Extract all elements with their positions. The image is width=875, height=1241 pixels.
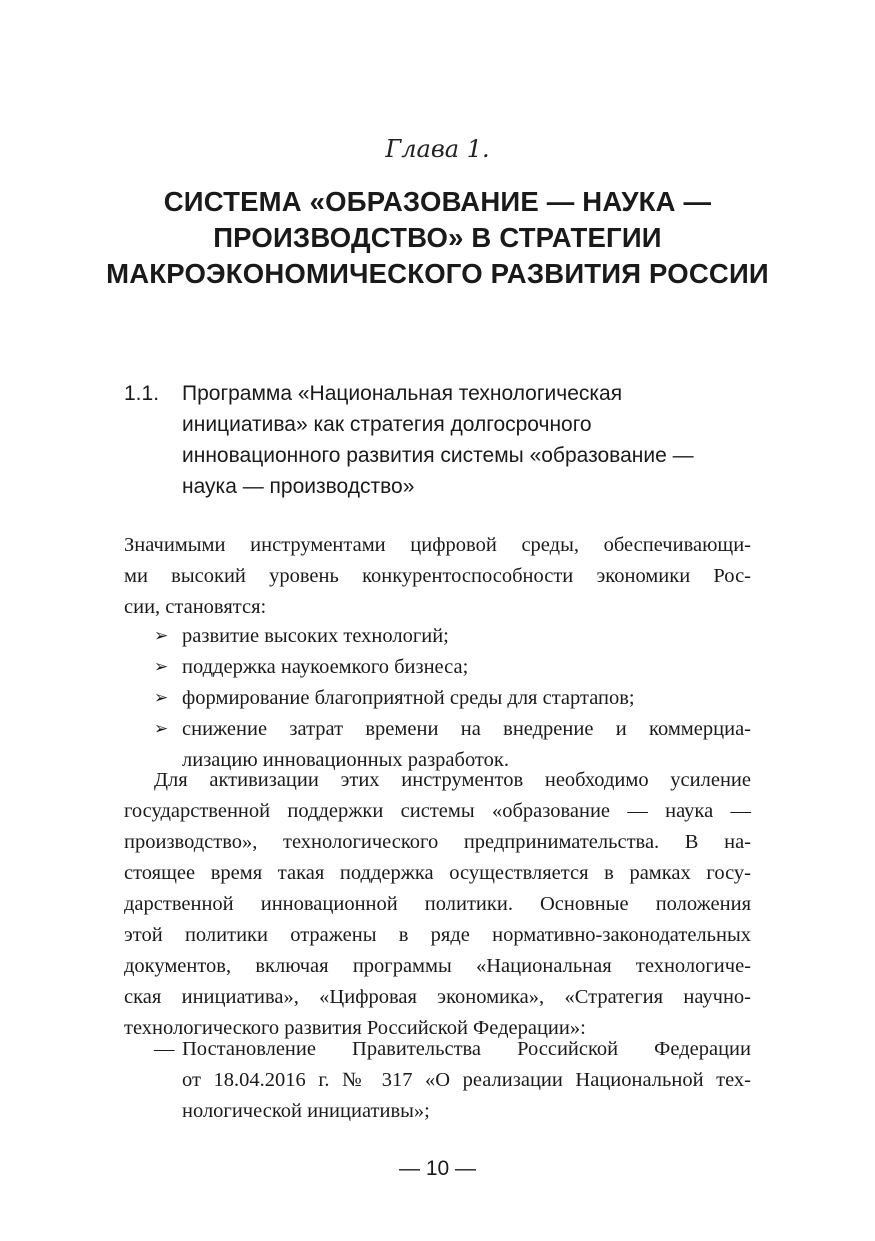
text-line: лизацию инновационных разработок.	[182, 749, 509, 771]
arrow-bullet-icon: ➢	[154, 688, 169, 708]
arrow-bullet-icon: ➢	[154, 719, 169, 739]
text-line: технологического развития Российской Федерации»:	[124, 1017, 586, 1039]
page-number: — 10 —	[398, 1157, 477, 1180]
text-line: этой политики отражены в ряде нормативно-законодательных	[124, 924, 751, 946]
chapter-title	[100, 184, 775, 292]
dash-bullet: —	[154, 1038, 175, 1060]
arrow-bullet-icon: ➢	[154, 657, 169, 677]
paragraph-intro	[124, 530, 751, 623]
list-item	[124, 621, 751, 652]
section-title-line: инновационного развития системы «образование —	[182, 444, 694, 467]
chapter-title-line: СИСТЕМА «ОБРАЗОВАНИЕ — НАУКА —	[163, 186, 712, 217]
chapter-label: Глава 1.	[385, 135, 490, 163]
text-line: поддержка наукоемкого бизнеса;	[182, 656, 469, 678]
text-line: ская инициатива», «Цифровая экономика», «Стратегия научно-	[124, 986, 751, 1008]
list-item	[124, 683, 751, 714]
section-number: 1.1.	[124, 382, 160, 405]
text-line: Значимыми инструментами цифровой среды, обеспечивающи-	[124, 534, 751, 556]
chapter-title-line: ПРОИЗВОДСТВО» В СТРАТЕГИИ	[213, 222, 662, 253]
text-line: стоящее время такая поддержка осуществляется в рамках госу-	[124, 862, 751, 884]
section-title	[182, 378, 772, 502]
text-line: производство», технологического предпринимательства. В на-	[124, 831, 751, 853]
arrow-bullet-icon: ➢	[154, 626, 169, 646]
text-line: дарственной инновационной политики. Основные положения	[124, 893, 751, 915]
text-line: снижение затрат времени на внедрение и коммерциа-	[182, 718, 751, 740]
list-item	[124, 1034, 751, 1127]
section-title-line: Программа «Национальная технологическая	[182, 382, 623, 405]
text-line: Постановление Правительства Российской Федерации	[182, 1038, 751, 1060]
text-line: от 18.04.2016 г. № 317 «О реализации Национальной тех-	[182, 1069, 751, 1091]
text-line: документов, включая программы «Национальная технологиче-	[124, 955, 751, 977]
section-title-line: наука — производство»	[182, 475, 415, 498]
text-line: сии, становятся:	[124, 596, 267, 618]
text-line: развитие высоких технологий;	[182, 625, 449, 647]
text-line: ми высокий уровень конкурентоспособности экономики Рос-	[124, 565, 751, 587]
text-line: Для активизации этих инструментов необходимо усиление	[154, 769, 751, 791]
chapter-title-line: МАКРОЭКОНОМИЧЕСКОГО РАЗВИТИЯ РОССИИ	[106, 258, 769, 289]
section-title-line: инициатива» как стратегия долгосрочного	[182, 413, 592, 436]
list-item	[124, 652, 751, 683]
text-line: нологической инициативы»;	[182, 1100, 430, 1122]
bullet-list	[124, 621, 751, 776]
text-line: формирование благоприятной среды для стартапов;	[182, 687, 635, 709]
text-line: государственной поддержки системы «образование — наука —	[124, 800, 751, 822]
dash-list	[124, 1034, 751, 1127]
paragraph-main	[124, 765, 751, 1044]
